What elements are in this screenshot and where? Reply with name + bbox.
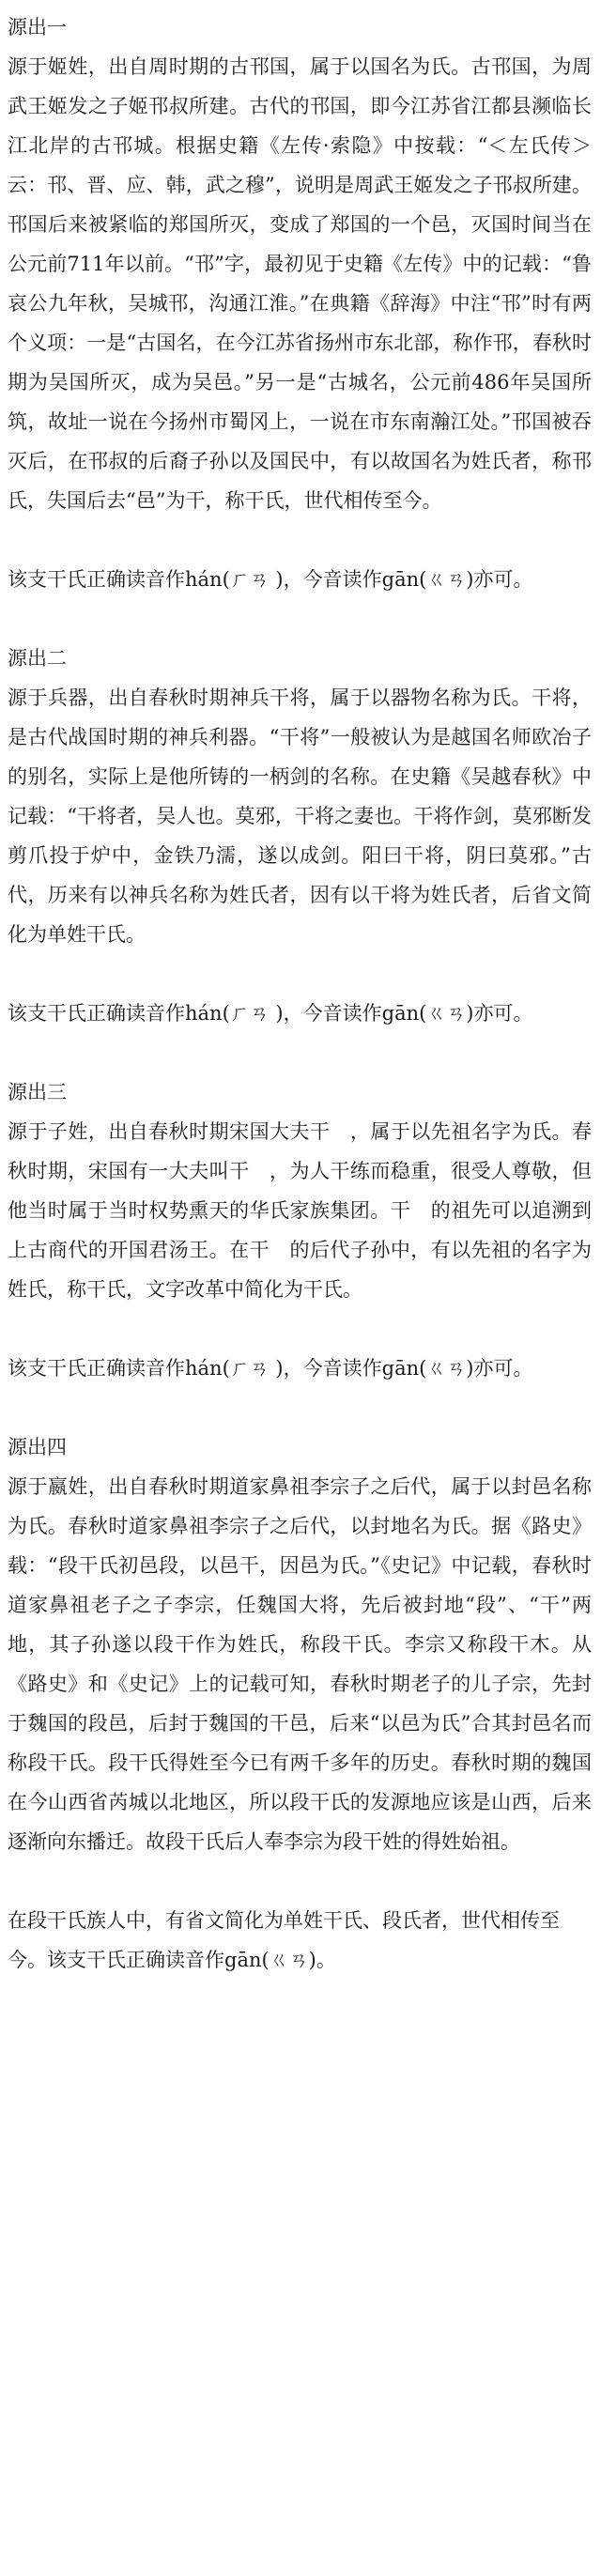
section-body: 源于子姓，出自春秋时期宋国大夫干 ，属于以先祖名字为氏。春秋时期，宋国有一大夫叫干 ，为人干练而稳重，很受人尊敬，但他当时属于当时权势熏天的华氏家族集团。干 的祖先可以追溯到上古商代的开国君汤王。在干 的后代子孙中，有以先祖的名字为姓氏，称干氏，文字改革中简化为干氏。 — [8, 1120, 592, 1301]
pronunciation-note: 在段干氏族人中，有省文简化为单姓干氏、段氏者，世代相传至今。该支干氏正确读音作gān(ㄍㄢ)。 — [8, 1909, 560, 1971]
section-heading: 源出二 — [8, 647, 67, 670]
spacer — [8, 1033, 592, 1072]
spacer — [8, 954, 592, 994]
section-heading: 源出一 — [8, 16, 67, 39]
section-body: 源于兵器，出自春秋时期神兵干将，属于以器物名称为氏。干将，是古代战国时期的神兵利器。“干将”一般被认为是越国名师欧冶子的别名，实际上是他所铸的一柄剑的名称。在史籍《吴越春秋》中记载：“干将者，吴人也。莫邪，干将之妻也。干将作剑，莫邪断发剪爪投于炉中，金铁乃濡，遂以成剑。阳曰干将，阴曰莫邪。”古代，历来有以神兵名称为姓氏者，因有以干将为姓氏者，后省文简化为单姓干氏。 — [8, 686, 592, 946]
origin-section-2 — [8, 639, 592, 1072]
section-heading: 源出四 — [8, 1436, 67, 1458]
section-heading: 源出三 — [8, 1081, 67, 1103]
spacer — [8, 1861, 592, 1901]
origin-section-4 — [8, 1427, 592, 1980]
spacer — [8, 599, 592, 639]
pronunciation-note: 该支干氏正确读音作hán(ㄏㄢ )，今音读作gān(ㄍㄢ)亦可。 — [8, 1357, 533, 1380]
spacer — [8, 1309, 592, 1349]
origin-section-1 — [8, 8, 592, 639]
pronunciation-note: 该支干氏正确读音作hán(ㄏㄢ )，今音读作gān(ㄍㄢ)亦可。 — [8, 568, 533, 591]
section-body: 源于嬴姓，出自春秋时期道家鼻祖李宗子之后代，属于以封邑名称为氏。春秋时道家鼻祖李宗子之后代，以封地名为氏。据《路史》载：“段干氏初邑段，以邑干，因邑为氏。”《史记》中记载，春秋时道家鼻祖老子之子李宗，任魏国大将，先后被封地“段”、“干”两地，其子孙遂以段干作为姓氏，称段干氏。李宗又称段干木。从《路史》和《史记》上的记载可知，春秋时期老子的儿子宗，先封于魏国的段邑，后封于魏国的干邑，后来“以邑为氏”合其封邑名而称段干氏。段干氏得姓至今已有两千多年的历史。春秋时期的魏国在今山西省芮城以北地区，所以段干氏的发源地应该是山西，后来逐渐向东播迁。故段干氏后人奉李宗为段干姓的得姓始祖。 — [8, 1475, 592, 1853]
section-body: 源于姬姓，出自周时期的古邗国，属于以国名为氏。古邗国，为周武王姬发之子姬邗叔所建。古代的邗国，即今江苏省江都县濒临长江北岸的古邗城。根据史籍《左传·索隐》中按载：“＜左氏传＞云：邗、晋、应、韩，武之穆”，说明是周武王姬发之子邗叔所建。邗国后来被紧临的郑国所灭，变成了郑国的一个邑，灭国时间当在公元前711年以前。“邗”字，最初见于史籍《左传》中的记载：“鲁哀公九年秋，吴城邗，沟通江淮。”在典籍《辞海》中注“邗”时有两个义项：一是“古国名，在今江苏省扬州市东北部，称作邗，春秋时期为吴国所灭，成为吴邑。”另一是“古城名，公元前486年吴国所筑，故址一说在今扬州市蜀冈上，一说在市东南瀚江处。”邗国被吞灭后，在邗叔的后裔子孙以及国民中，有以故国名为姓氏者，称邗氏，失国后去“邑”为干，称干氏，世代相传至今。 — [8, 55, 592, 512]
spacer — [8, 520, 592, 560]
origin-section-3 — [8, 1072, 592, 1427]
spacer — [8, 1388, 592, 1427]
pronunciation-note: 该支干氏正确读音作hán(ㄏㄢ )，今音读作gān(ㄍㄢ)亦可。 — [8, 1002, 533, 1025]
